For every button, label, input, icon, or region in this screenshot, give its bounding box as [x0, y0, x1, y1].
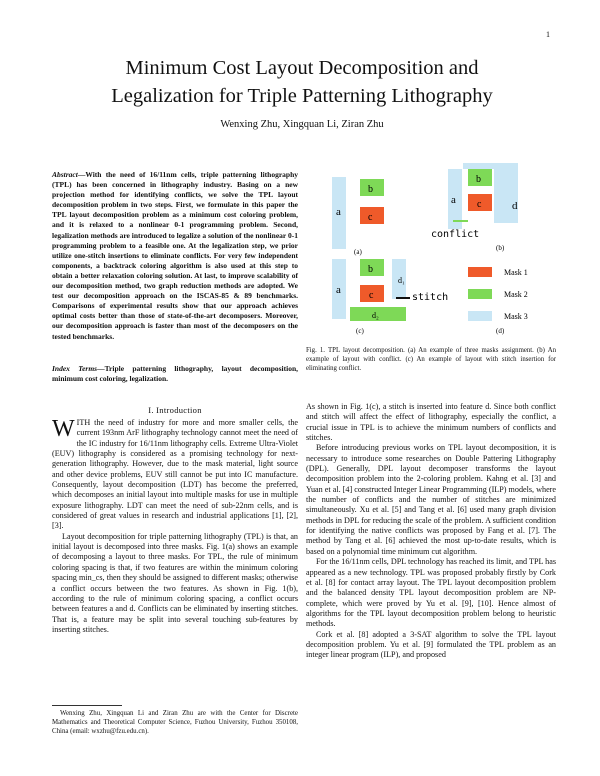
legend-swatch-mask1: [468, 267, 492, 277]
subfig-d-label: (d): [496, 327, 505, 335]
intro-paragraph-1: [52, 418, 298, 532]
index-terms: [52, 364, 298, 384]
label-conflict: conflict: [431, 229, 480, 240]
intro-text: [52, 418, 298, 635]
label-b-c: b: [368, 264, 373, 275]
section-heading: I. Introduction: [148, 405, 202, 415]
right-paragraph-3: For the 16/11nm cells, DPL technology has reached its limit, and TPL has appeared as a new technology. TPL was proposed probably firstly by Cork et al. [8] for contact array layout. The TPL layout decomposition problem and the balanced density TPL layout decomposition problem are NP-complete, which were proved by Yu et al. [9], [10]. Hence almost of algorithms for the TPL layout decomposition problem belong to heuristic methods.: [306, 557, 556, 629]
label-d-b: d: [512, 200, 518, 212]
mask3-feature-d-b-right: [500, 163, 518, 223]
dropcap: W: [52, 416, 75, 442]
label-a: a: [336, 206, 341, 218]
label-d1: d₁: [398, 276, 405, 285]
paper-title: [40, 54, 564, 110]
title-line-2: Legalization for Triple Patterning Lithography: [111, 85, 493, 107]
label-b-b: b: [476, 174, 481, 185]
subfig-a-label: (a): [354, 248, 362, 256]
intro-paragraph-2: Layout decomposition for triple patterning lithography (TPL) is that, an initial layout is decomposed into three masks. Fig. 1(a) shows an example of decomposing a layout to three masks. For TPL, the rule of minimum coloring spacing is that, if two features are within the minimum coloring spacing min_cs, then they should be assigned to different masks; otherwise a conflict occurs between the two features. As shown in Fig. 1(b), according to the rule of minimum coloring spacing, a conflict occurs between features a and d. Conflicts can be eliminated by inserting stitches. That is, a feature may be split into several touching sub-features by inserting stitches.: [52, 531, 298, 634]
footnote-rule: [52, 705, 122, 706]
label-a-b: a: [451, 194, 456, 206]
right-paragraph-2: Before introducing previous works on TPL layout decomposition, it is necessary to introduce some researches on Double Pattering Lithography (DPL). Generally, DPL layout decomposer transforms the layout decomposition problem into the 2-coloring problem. Kahng et al. [3] and Yuan et al. [4] constructed Integer Linear Programming (ILP) models, where the number of conflicts and the number of stitches are minimized simultaneously. Xu et al. [5] and Tang et al. [6] used many graph division methods in DPL for reducing the scale of the problem. A sufficient condition for identifying the native conflicts was proposed by Fang et al. [7]. The method by Tang et al. [6] achieved the most up-to-date results, which is based on a polynomial time minimum cut algorithm.: [306, 443, 556, 556]
label-stitch: stitch: [412, 292, 449, 303]
figure-1-svg: [318, 163, 558, 345]
figure-caption: Fig. 1. TPL layout decomposition. (a) An example of three masks assignment. (b) An example of layout with conflict. (c) An example of layout with stitch insertion for eliminating conflict.: [306, 347, 556, 372]
page-number: 1: [546, 30, 550, 39]
label-d2: d₂: [372, 311, 379, 320]
label-a-c: a: [336, 284, 341, 296]
legend-mask3: Mask 3: [504, 312, 528, 321]
legend-swatch-mask2: [468, 289, 492, 299]
abstract-lead: Abstract: [52, 170, 78, 179]
label-c: c: [368, 212, 373, 223]
label-b: b: [368, 184, 373, 195]
label-c-b: c: [477, 199, 482, 210]
subfig-b-label: (b): [496, 244, 505, 252]
legend-mask1: Mask 1: [504, 268, 528, 277]
intro-paragraph-1-text: ITH the need of industry for more and more smaller cells, the current 193nm ArF lithography technology cannot meet the need of the IC industry for 16/11nm lithography cells. Extreme Ultra-Violet (EUV) lithography is considered as a promising technology for next-generation lithography. However, due to the mask material, light source and other device problems, EUV still cannot be put into IC manufacture. Consequently, layout decomposition (LDT) has become the preferred, which decomposes an initial layout into multiple masks for use in multiple exposure lithography. LDT can meet the need of sub-22nm cells, and is considered of great values in research and industrial applications [1], [2], [3].: [52, 418, 298, 531]
title-line-1: Minimum Cost Layout Decomposition and: [125, 57, 479, 79]
legend-mask2: Mask 2: [504, 290, 528, 299]
subfig-c-label: (c): [356, 327, 364, 335]
index-terms-lead: Index Terms: [52, 364, 98, 373]
right-column-text: [306, 402, 556, 661]
figure-1: [318, 163, 558, 345]
abstract-text: —With the need of 16/11nm cells, triple patterning lithography (TPL) has been concerned in lithography industry. Basing on a new projection method for identifying conflicts, we solve the TPL layout decomposition problem in two steps. First, we formulate in this paper the TPL layout decomposition problem as a minimum cost coloring problem, and it is relaxed to a nonlinear 0-1 programming problem. Second, legalization methods are introduced to legalize a solution of the nonlinear 0-1 programming problem to a feasible one. At the legalization step, we prior utilize one-stitch insertions to eliminate conflicts. For very few independent components, a backtrack coloring algorithm is also used at this step to obtain a better relaxation coloring solution. At last, to improve scalability of our decomposition method, two graph reduction methods are adopted. We test our decomposition approach on the ISCAS-85 & 89 benchmarks. Comparisons of experimental results show that our approach achieves optimal costs better than those of state-of-the-art decomposers. Moreover, our decomposition approach is faster than most of the decomposers on the tested benchmarks.: [52, 170, 298, 341]
right-paragraph-4: Cork et al. [8] adopted a 3-SAT algorithm to solve the TPL layout decomposition problem. Yu et al. [9] formulated the TPL problem as an integer linear program (ILP), and proposed: [306, 629, 556, 660]
footnote-text: Wenxing Zhu, Xingquan Li and Ziran Zhu are with the Center for Discrete Mathematics and Theoretical Computer Science, Fuzhou University, Fuzhou 350108, China (email: wxzhu@fzu.edu.cn).: [52, 710, 298, 735]
legend-swatch-mask3: [468, 311, 492, 321]
authors: Wenxing Zhu, Xingquan Li, Ziran Zhu: [220, 119, 384, 130]
right-paragraph-1: As shown in Fig. 1(c), a stitch is inserted into feature d. Since both conflict and stitch will affect the effect of lithography, especially the conflict, a crucial issue in TPL is to achieve the minimum numbers of conflicts and stitches.: [306, 402, 556, 443]
footnote: [52, 709, 298, 736]
index-terms-text: —Triple patterning lithography, layout decomposition, minimum cost coloring, legalization.: [52, 364, 298, 384]
abstract: [52, 170, 298, 342]
label-c-c: c: [369, 290, 374, 301]
